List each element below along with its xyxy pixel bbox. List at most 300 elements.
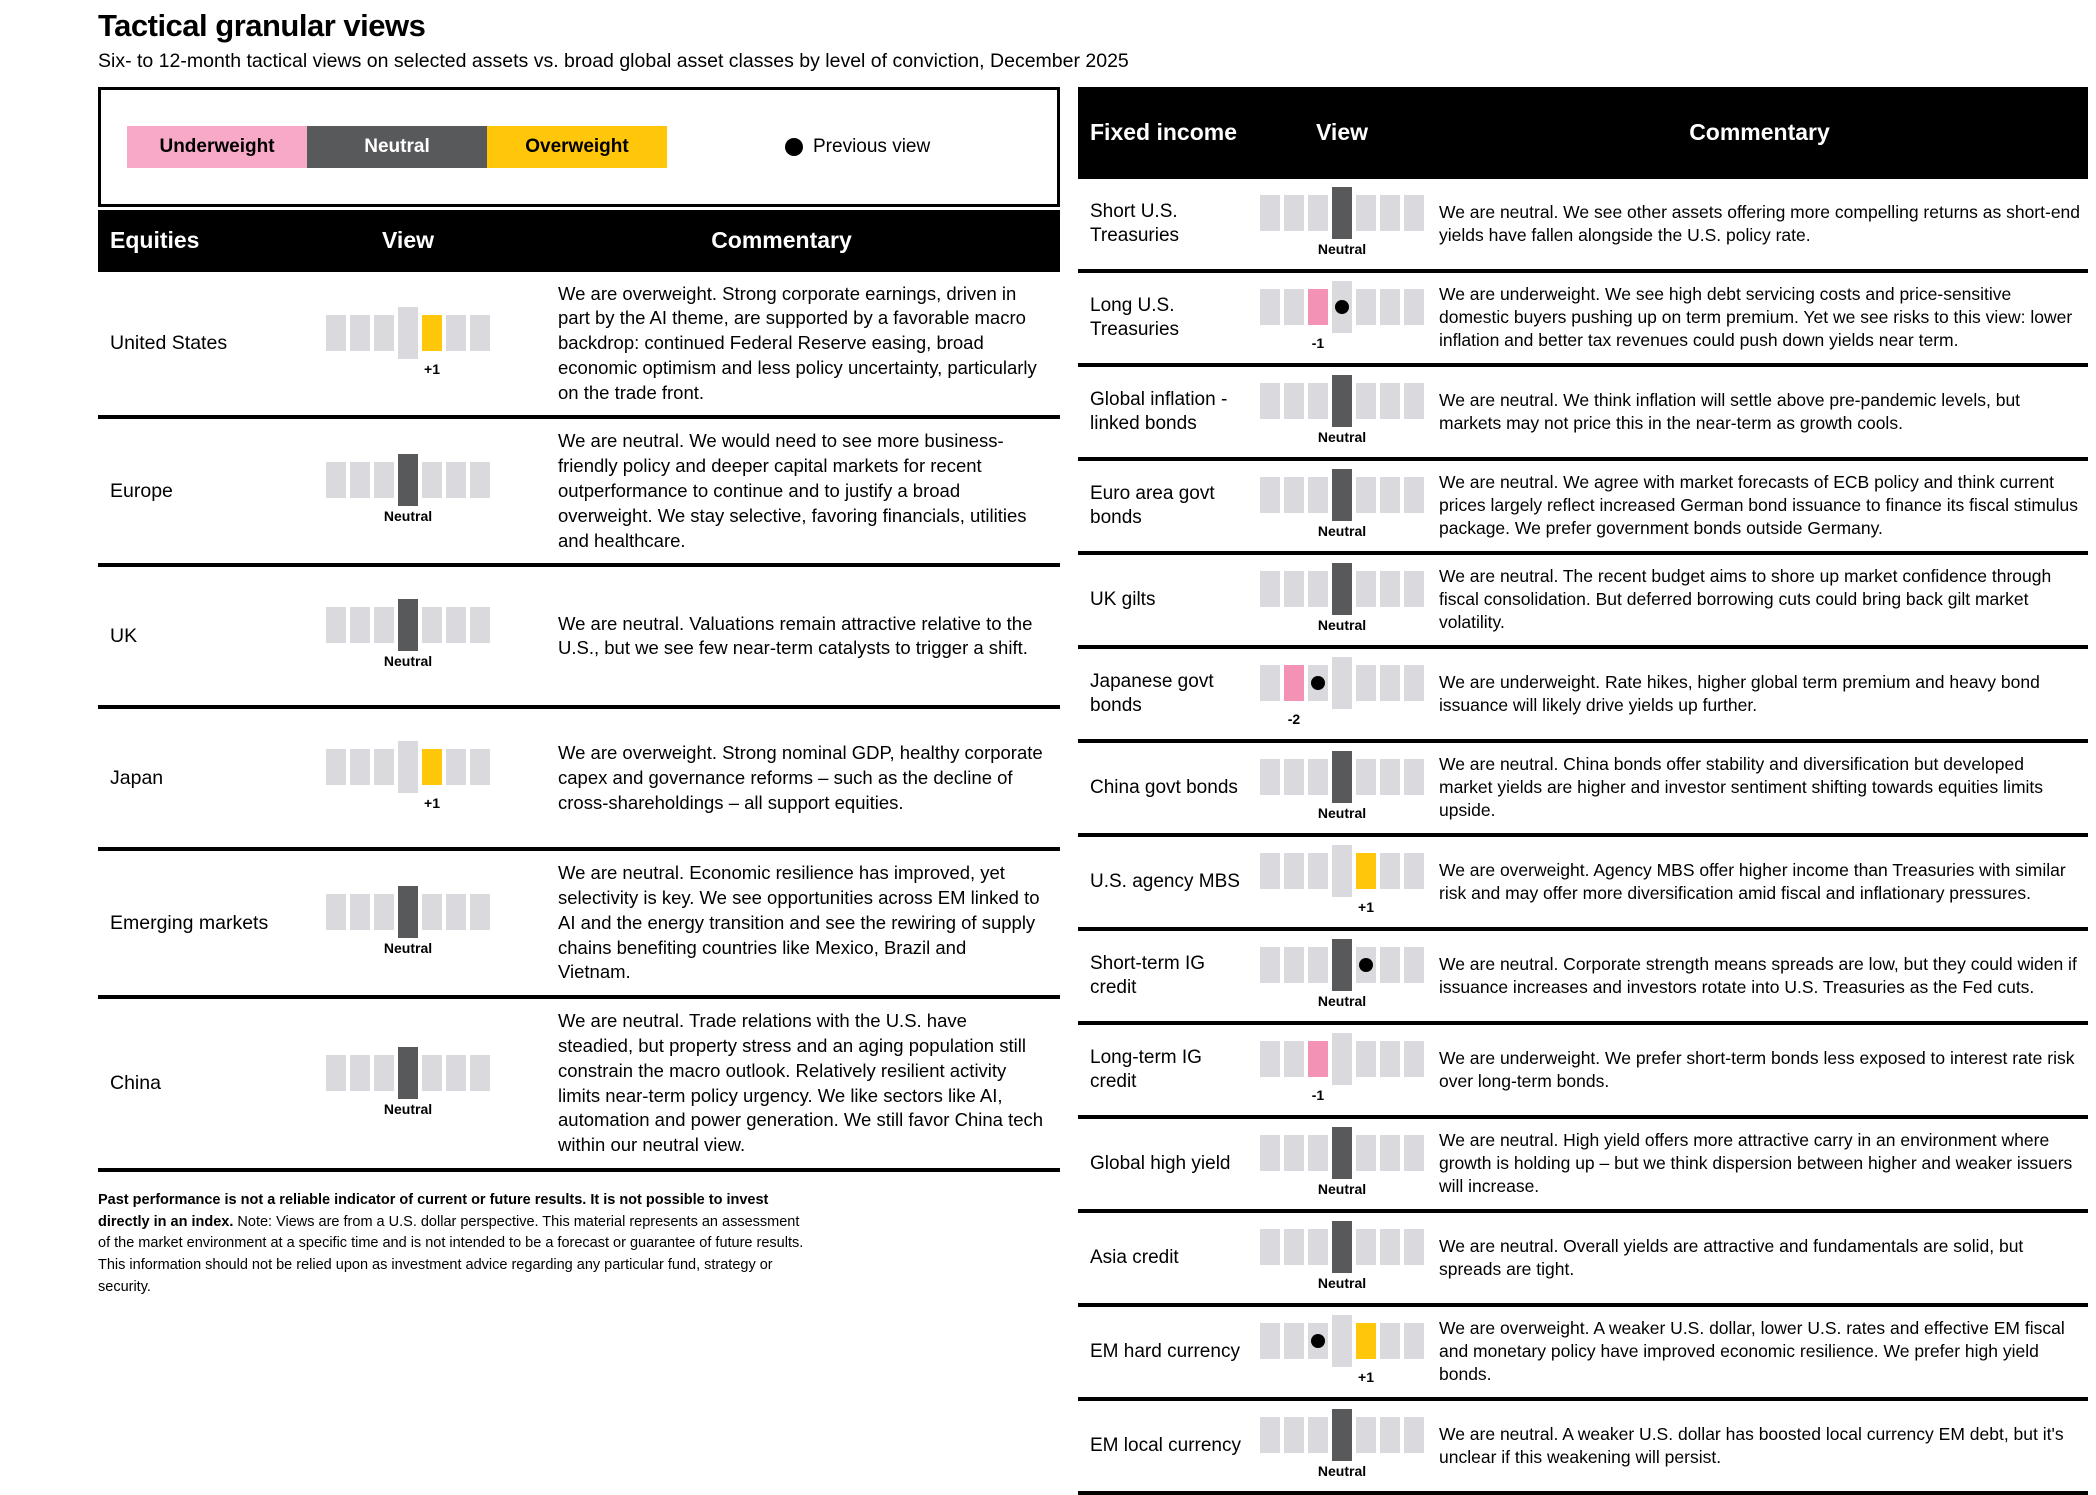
table-row bbox=[1078, 649, 2088, 743]
commentary-text: We are overweight. A weaker U.S. dollar, lower U.S. rates and effective EM fiscal and monetary policy have improved economic resilience. We prefer high yield bonds. bbox=[1439, 1318, 2065, 1384]
view-value-label: Neutral bbox=[383, 653, 433, 670]
column-header-view: View bbox=[382, 227, 434, 254]
view-cells bbox=[326, 599, 490, 651]
commentary-text: We are neutral. We would need to see more business-friendly policy and deeper capital markets for recent outperformance to continue and to justify a broad overweight. We stay selective, favoring financials, utilities and healthcare. bbox=[558, 430, 1027, 551]
view-column bbox=[1253, 1409, 1431, 1483]
view-cell bbox=[1356, 1041, 1376, 1077]
view-cell bbox=[1404, 853, 1424, 889]
view-column bbox=[1253, 845, 1431, 919]
view-cell bbox=[326, 462, 346, 498]
view-cells bbox=[326, 741, 490, 793]
view-cell bbox=[374, 894, 394, 930]
view-cell bbox=[1332, 281, 1352, 333]
asset-name: Short-term IG credit bbox=[1090, 952, 1206, 998]
legend-scale bbox=[127, 126, 667, 168]
fixed-income-panel bbox=[1078, 87, 2088, 1495]
view-column bbox=[313, 307, 503, 381]
view-cell bbox=[1308, 477, 1328, 513]
legend-underweight: Underweight bbox=[127, 126, 307, 168]
footnote bbox=[98, 1190, 810, 1299]
view-cell bbox=[446, 749, 466, 785]
view-cell bbox=[374, 462, 394, 498]
table-row bbox=[1078, 273, 2088, 367]
view-cell bbox=[1260, 759, 1280, 795]
view-cell bbox=[446, 462, 466, 498]
view-widget bbox=[326, 1047, 490, 1121]
fixed-income-table-header bbox=[1078, 87, 2088, 179]
view-cell bbox=[350, 607, 370, 643]
view-cells bbox=[326, 1047, 490, 1099]
view-cells bbox=[1260, 939, 1424, 991]
view-cell bbox=[1356, 1323, 1376, 1359]
table-row bbox=[98, 851, 1060, 999]
view-cells bbox=[1260, 281, 1424, 333]
view-cell bbox=[1260, 1417, 1280, 1453]
column-header-equities: Equities bbox=[110, 226, 200, 253]
view-cell bbox=[1380, 195, 1400, 231]
view-cells bbox=[1260, 657, 1424, 709]
view-column bbox=[1253, 939, 1431, 1013]
view-cell bbox=[326, 749, 346, 785]
previous-view-dot-icon bbox=[1335, 300, 1349, 314]
table-row bbox=[1078, 461, 2088, 555]
asset-name: EM local currency bbox=[1090, 1434, 1241, 1456]
commentary-text: We are neutral. We think inflation will settle above pre-pandemic levels, but markets may not price this in the near-term as growth cools. bbox=[1439, 389, 2021, 433]
view-cell bbox=[1332, 751, 1352, 803]
view-cell bbox=[326, 894, 346, 930]
view-value-label: Neutral bbox=[1317, 1462, 1367, 1479]
legend-previous-view bbox=[785, 136, 930, 158]
previous-view-icon bbox=[785, 138, 803, 156]
view-cell bbox=[1380, 1041, 1400, 1077]
view-column bbox=[1253, 1033, 1431, 1107]
view-cell bbox=[470, 607, 490, 643]
view-value-label: Neutral bbox=[383, 508, 433, 525]
view-widget bbox=[326, 307, 490, 381]
view-value-label: Neutral bbox=[1317, 992, 1367, 1009]
view-cell bbox=[1260, 383, 1280, 419]
commentary-text: We are overweight. Strong nominal GDP, healthy corporate capex and governance reforms – such as the decline of cross-shareholdings – all support equities. bbox=[558, 742, 1043, 813]
view-cell bbox=[470, 462, 490, 498]
view-widget bbox=[1260, 1127, 1424, 1201]
table-row bbox=[1078, 555, 2088, 649]
view-cell bbox=[1380, 571, 1400, 607]
table-row bbox=[1078, 837, 2088, 931]
view-cell bbox=[470, 315, 490, 351]
view-cell bbox=[446, 607, 466, 643]
view-value-label: Neutral bbox=[1317, 240, 1367, 257]
view-cell bbox=[374, 607, 394, 643]
view-cell bbox=[1356, 1417, 1376, 1453]
view-widget bbox=[1260, 1409, 1424, 1483]
view-column bbox=[1253, 751, 1431, 825]
view-cells bbox=[1260, 1221, 1424, 1273]
table-row bbox=[1078, 1025, 2088, 1119]
view-cell bbox=[1284, 759, 1304, 795]
view-cell bbox=[1284, 289, 1304, 325]
view-cell bbox=[1332, 1315, 1352, 1367]
view-cell bbox=[1308, 947, 1328, 983]
view-cell bbox=[1380, 1135, 1400, 1171]
view-cell bbox=[350, 894, 370, 930]
commentary-text: We are neutral. A weaker U.S. dollar has boosted local currency EM debt, but it's unclear if this weakening will persist. bbox=[1439, 1423, 2064, 1467]
view-value-label: Neutral bbox=[1317, 804, 1367, 821]
view-column bbox=[1253, 375, 1431, 449]
view-column bbox=[313, 886, 503, 960]
view-widget bbox=[1260, 845, 1424, 919]
view-cell bbox=[1404, 1323, 1424, 1359]
view-column bbox=[1253, 187, 1431, 261]
view-cell bbox=[1260, 665, 1280, 701]
view-cell bbox=[1308, 853, 1328, 889]
previous-view-dot-icon bbox=[1311, 676, 1325, 690]
view-cells bbox=[1260, 187, 1424, 239]
commentary-text: We are neutral. Economic resilience has improved, yet selectivity is key. We see opportunities across EM linked to AI and the energy transition and see the rewiring of supply chains benefiting countries like Mexico, Brazil and Vietnam. bbox=[558, 862, 1040, 983]
view-cell bbox=[1332, 375, 1352, 427]
view-cell bbox=[1260, 853, 1280, 889]
view-column bbox=[313, 454, 503, 528]
view-cell bbox=[1332, 657, 1352, 709]
view-cells bbox=[1260, 751, 1424, 803]
view-cell bbox=[1332, 1127, 1352, 1179]
view-cell bbox=[326, 607, 346, 643]
view-cell bbox=[1284, 195, 1304, 231]
view-cell bbox=[1308, 665, 1328, 701]
legend-neutral: Neutral bbox=[307, 126, 487, 168]
view-value-label: Neutral bbox=[1317, 616, 1367, 633]
view-cell bbox=[374, 749, 394, 785]
view-cell bbox=[1404, 947, 1424, 983]
commentary-text: We are neutral. We see other assets offering more compelling returns as short-end yields have fallen alongside the U.S. policy rate. bbox=[1439, 201, 2081, 245]
view-cell bbox=[1356, 571, 1376, 607]
view-value-label: +1 bbox=[1358, 1368, 1374, 1385]
view-cell bbox=[446, 1055, 466, 1091]
view-cell bbox=[1380, 759, 1400, 795]
view-cell bbox=[1404, 195, 1424, 231]
previous-view-dot-icon bbox=[1311, 1334, 1325, 1348]
view-cells bbox=[326, 307, 490, 359]
view-cell bbox=[470, 894, 490, 930]
view-cell bbox=[446, 315, 466, 351]
view-cell bbox=[1356, 1229, 1376, 1265]
view-cell bbox=[1380, 853, 1400, 889]
view-cell bbox=[1284, 853, 1304, 889]
view-column bbox=[1253, 1315, 1431, 1389]
asset-name: China govt bonds bbox=[1090, 776, 1238, 798]
commentary-text: We are neutral. China bonds offer stability and diversification but developed market yields are higher and investor sentiment shifting towards equities limits upside. bbox=[1439, 754, 2044, 820]
view-cell bbox=[422, 749, 442, 785]
view-widget bbox=[326, 599, 490, 673]
view-column bbox=[1253, 1221, 1431, 1295]
view-widget bbox=[1260, 657, 1424, 731]
view-column bbox=[1253, 563, 1431, 637]
view-cell bbox=[398, 454, 418, 506]
view-widget bbox=[1260, 751, 1424, 825]
page-title: Tactical granular views bbox=[98, 8, 426, 43]
view-cell bbox=[446, 894, 466, 930]
view-cell bbox=[422, 607, 442, 643]
view-column bbox=[1253, 281, 1431, 355]
view-cell bbox=[1332, 563, 1352, 615]
legend-overweight: Overweight bbox=[487, 126, 667, 168]
view-cell bbox=[1308, 759, 1328, 795]
view-value-label: +1 bbox=[424, 360, 440, 377]
view-cell bbox=[1404, 571, 1424, 607]
footnote-bold: Past performance is not a reliable indicator of current or future results. It is not possible to invest directly in an index. bbox=[98, 1191, 769, 1230]
view-cell bbox=[1404, 1417, 1424, 1453]
view-cell bbox=[1356, 947, 1376, 983]
asset-name: EM hard currency bbox=[1090, 1340, 1240, 1362]
view-cell bbox=[1260, 477, 1280, 513]
table-row bbox=[98, 272, 1060, 420]
view-widget bbox=[1260, 187, 1424, 261]
view-cell bbox=[1260, 289, 1280, 325]
view-cell bbox=[1284, 947, 1304, 983]
view-cell bbox=[1308, 1041, 1328, 1077]
view-cell bbox=[1332, 1221, 1352, 1273]
view-cell bbox=[1332, 1033, 1352, 1085]
asset-name: Global high yield bbox=[1090, 1152, 1231, 1174]
view-cell bbox=[1284, 477, 1304, 513]
equities-table-header bbox=[98, 210, 1060, 272]
content-columns bbox=[98, 87, 2086, 1495]
view-cell bbox=[350, 749, 370, 785]
view-cell bbox=[1404, 665, 1424, 701]
view-widget bbox=[1260, 563, 1424, 637]
equities-table-body bbox=[98, 272, 1060, 1172]
view-cell bbox=[1284, 1041, 1304, 1077]
view-cell bbox=[1356, 289, 1376, 325]
view-cell bbox=[1332, 939, 1352, 991]
previous-view-label: Previous view bbox=[813, 135, 931, 157]
asset-name: UK bbox=[110, 625, 138, 648]
view-cells bbox=[1260, 1315, 1424, 1367]
column-header-fixed-income: Fixed income bbox=[1090, 118, 1237, 145]
view-cells bbox=[1260, 1127, 1424, 1179]
commentary-text: We are underweight. We prefer short-term bonds less exposed to interest rate risk over long-term bonds. bbox=[1439, 1047, 2075, 1091]
view-cell bbox=[1356, 853, 1376, 889]
view-cells bbox=[1260, 1033, 1424, 1085]
view-cell bbox=[1284, 1229, 1304, 1265]
table-row bbox=[1078, 1119, 2088, 1213]
view-widget bbox=[1260, 1221, 1424, 1295]
view-cell bbox=[1356, 383, 1376, 419]
view-cell bbox=[1404, 477, 1424, 513]
view-cell bbox=[1404, 1041, 1424, 1077]
view-cell bbox=[1404, 759, 1424, 795]
view-cells bbox=[1260, 469, 1424, 521]
view-cell bbox=[1404, 1229, 1424, 1265]
view-cell bbox=[1332, 845, 1352, 897]
view-cell bbox=[1260, 1229, 1280, 1265]
view-cell bbox=[1308, 571, 1328, 607]
footnote-note: Note: Views are from a U.S. dollar perspective. This material represents an assessment of the market environment at a specific time and is not intended to be a forecast or guarantee of future results. This information should not be relied upon as investment advice regarding any particular fund, strategy or security. bbox=[98, 1213, 804, 1295]
column-header-commentary: Commentary bbox=[1689, 119, 1830, 146]
view-value-label: -1 bbox=[1311, 334, 1325, 351]
view-cell bbox=[1308, 1135, 1328, 1171]
view-cell bbox=[1308, 1417, 1328, 1453]
view-cell bbox=[1332, 1409, 1352, 1461]
commentary-text: We are overweight. Strong corporate earnings, driven in part by the AI theme, are supported by a favorable macro backdrop: continued Federal Reserve easing, broad economic optimism and less policy uncertainty, particularly on the trade front. bbox=[558, 282, 1037, 403]
asset-name: Long U.S. Treasuries bbox=[1090, 294, 1180, 340]
view-cell bbox=[1284, 1135, 1304, 1171]
table-row bbox=[1078, 1401, 2088, 1495]
view-value-label: -2 bbox=[1287, 710, 1301, 727]
view-cell bbox=[422, 315, 442, 351]
view-cell bbox=[1284, 665, 1304, 701]
table-row bbox=[1078, 743, 2088, 837]
view-cell bbox=[1356, 477, 1376, 513]
table-row bbox=[98, 709, 1060, 851]
view-cell bbox=[1260, 1041, 1280, 1077]
column-header-commentary: Commentary bbox=[711, 227, 852, 254]
view-cell bbox=[1308, 289, 1328, 325]
equities-panel bbox=[98, 87, 1060, 1299]
view-widget bbox=[1260, 281, 1424, 355]
table-row bbox=[1078, 1307, 2088, 1401]
view-cell bbox=[326, 1055, 346, 1091]
view-cell bbox=[398, 307, 418, 359]
commentary-text: We are neutral. The recent budget aims to shore up market confidence through fiscal consolidation. But deferred borrowing cuts could bring back gilt market volatility. bbox=[1439, 566, 2052, 632]
view-column bbox=[313, 741, 503, 815]
view-cells bbox=[326, 886, 490, 938]
table-row bbox=[1078, 1213, 2088, 1307]
view-cell bbox=[1260, 1323, 1280, 1359]
view-cell bbox=[398, 886, 418, 938]
view-cell bbox=[350, 315, 370, 351]
table-row bbox=[1078, 367, 2088, 461]
asset-name: U.S. agency MBS bbox=[1090, 870, 1240, 892]
asset-name: UK gilts bbox=[1090, 588, 1156, 610]
view-cell bbox=[1308, 1323, 1328, 1359]
commentary-text: We are underweight. Rate hikes, higher global term premium and heavy bond issuance will likely drive yields up further. bbox=[1439, 671, 2040, 715]
view-cell bbox=[350, 462, 370, 498]
view-cell bbox=[1380, 1417, 1400, 1453]
view-cell bbox=[1260, 1135, 1280, 1171]
view-cell bbox=[1404, 289, 1424, 325]
asset-name: Short U.S. Treasuries bbox=[1090, 200, 1180, 246]
view-column bbox=[1253, 657, 1431, 731]
view-widget bbox=[326, 886, 490, 960]
asset-name: Euro area govt bonds bbox=[1090, 482, 1215, 528]
view-cell bbox=[1284, 1417, 1304, 1453]
view-value-label: Neutral bbox=[383, 1100, 433, 1117]
view-cell bbox=[374, 315, 394, 351]
view-cell bbox=[1380, 289, 1400, 325]
view-cell bbox=[1332, 187, 1352, 239]
view-value-label: Neutral bbox=[1317, 522, 1367, 539]
commentary-text: We are neutral. We agree with market forecasts of ECB policy and think current prices largely reflect increased German bond issuance to finance its fiscal stimulus package. We prefer government bonds outside Germany. bbox=[1439, 472, 2079, 538]
view-cell bbox=[1308, 383, 1328, 419]
view-cell bbox=[470, 749, 490, 785]
commentary-text: We are neutral. Valuations remain attractive relative to the U.S., but we see few near-term catalysts to trigger a shift. bbox=[558, 612, 1033, 659]
view-widget bbox=[326, 454, 490, 528]
commentary-text: We are underweight. We see high debt servicing costs and price-sensitive domestic buyers pushing up on term premium. Yet we see risks to this view: lower inflation and better tax revenues could push down yields near term. bbox=[1439, 284, 2073, 350]
view-cell bbox=[422, 462, 442, 498]
view-cell bbox=[1404, 383, 1424, 419]
view-cells bbox=[1260, 1409, 1424, 1461]
view-cells bbox=[1260, 375, 1424, 427]
commentary-text: We are neutral. Trade relations with the U.S. have steadied, but property stress and an aging population still constrain the macro outlook. Relatively resilient activity limits near-term policy urgency. We like sectors like AI, automation and power generation. We still favor China tech within our neutral view. bbox=[558, 1010, 1044, 1156]
view-widget bbox=[1260, 1033, 1424, 1107]
asset-name: Long-term IG credit bbox=[1090, 1046, 1202, 1092]
table-row bbox=[98, 419, 1060, 567]
view-cell bbox=[1284, 1323, 1304, 1359]
view-cells bbox=[1260, 845, 1424, 897]
view-cell bbox=[1308, 1229, 1328, 1265]
view-cell bbox=[1284, 383, 1304, 419]
asset-name: China bbox=[110, 1072, 161, 1095]
view-value-label: Neutral bbox=[383, 940, 433, 957]
asset-name: Emerging markets bbox=[110, 912, 269, 935]
view-cell bbox=[398, 599, 418, 651]
view-cell bbox=[1380, 1229, 1400, 1265]
view-cell bbox=[1284, 571, 1304, 607]
view-cell bbox=[470, 1055, 490, 1091]
view-cell bbox=[398, 1047, 418, 1099]
commentary-text: We are neutral. Corporate strength means spreads are low, but they could widen if issuance increases and investors rotate into U.S. Treasuries as the Fed cuts. bbox=[1439, 953, 2077, 997]
view-value-label: +1 bbox=[1358, 898, 1374, 915]
view-widget bbox=[1260, 469, 1424, 543]
view-cell bbox=[1260, 571, 1280, 607]
view-cell bbox=[398, 741, 418, 793]
view-cell bbox=[1260, 947, 1280, 983]
table-row bbox=[1078, 179, 2088, 273]
view-cells bbox=[1260, 563, 1424, 615]
commentary-text: We are neutral. Overall yields are attractive and fundamentals are solid, but spreads are tight. bbox=[1439, 1235, 2024, 1279]
view-cell bbox=[422, 1055, 442, 1091]
view-cell bbox=[1404, 1135, 1424, 1171]
view-cell bbox=[1380, 947, 1400, 983]
commentary-text: We are overweight. Agency MBS offer higher income than Treasuries with similar risk and may offer more diversification amid fiscal and inflationary pressures. bbox=[1439, 859, 2066, 903]
view-value-label: +1 bbox=[424, 795, 440, 812]
view-widget bbox=[326, 741, 490, 815]
view-widget bbox=[1260, 375, 1424, 449]
view-cell bbox=[1308, 195, 1328, 231]
asset-name: Japan bbox=[110, 767, 164, 790]
asset-name: Global inflation - linked bonds bbox=[1090, 388, 1228, 434]
previous-view-dot-icon bbox=[1359, 958, 1373, 972]
view-cell bbox=[374, 1055, 394, 1091]
view-cell bbox=[422, 894, 442, 930]
view-cell bbox=[1380, 1323, 1400, 1359]
view-column bbox=[313, 1047, 503, 1121]
view-widget bbox=[1260, 939, 1424, 1013]
table-row bbox=[98, 567, 1060, 709]
column-header-view: View bbox=[1316, 119, 1368, 146]
view-cell bbox=[1380, 477, 1400, 513]
view-cell bbox=[1356, 195, 1376, 231]
view-cell bbox=[1380, 665, 1400, 701]
asset-name: Asia credit bbox=[1090, 1246, 1179, 1268]
view-cell bbox=[1380, 383, 1400, 419]
asset-name: United States bbox=[110, 332, 228, 355]
view-cells bbox=[326, 454, 490, 506]
view-cell bbox=[350, 1055, 370, 1091]
view-value-label: Neutral bbox=[1317, 1274, 1367, 1291]
view-cell bbox=[1356, 665, 1376, 701]
asset-name: Japanese govt bonds bbox=[1090, 670, 1214, 716]
view-column bbox=[1253, 1127, 1431, 1201]
view-cell bbox=[326, 315, 346, 351]
view-column bbox=[1253, 469, 1431, 543]
legend bbox=[98, 87, 1060, 207]
view-column bbox=[313, 599, 503, 673]
view-value-label: Neutral bbox=[1317, 1180, 1367, 1197]
commentary-text: We are neutral. High yield offers more attractive carry in an environment where growth is holding up – but we think dispersion between higher and weaker issuers will increase. bbox=[1439, 1130, 2073, 1196]
view-cell bbox=[1332, 469, 1352, 521]
view-cell bbox=[1356, 1135, 1376, 1171]
